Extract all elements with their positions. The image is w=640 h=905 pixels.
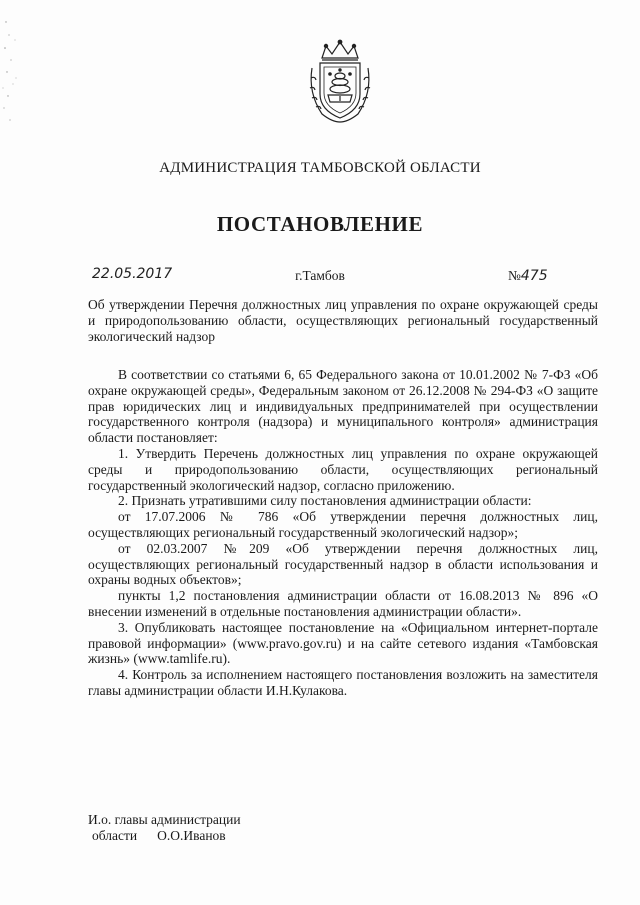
organization-name: АДМИНИСТРАЦИЯ ТАМБОВСКОЙ ОБЛАСТИ	[159, 160, 481, 176]
clause-4: 4. Контроль за исполнением настоящего постановления возложить на заместителя главы администрации области И.Н.Кулакова.	[88, 667, 598, 698]
coat-of-arms-emblem	[302, 38, 378, 124]
document-city: г.Тамбов	[295, 268, 345, 283]
signatory-row2	[88, 828, 241, 844]
signatory-position-line1: И.о. главы администрации	[88, 812, 241, 827]
signature-block	[88, 812, 241, 843]
clause-2-subitem-b: от 02.03.2007 №209 «Об утверждении перечня должностных лиц, осуществляющих региональный государственный надзор в области использования и охраны водных объектов»;	[88, 540, 598, 588]
clause-2-subitem-c: пункты 1,2 постановления администрации области от 16.08.2013 № 896 «О внесении изменений в отдельные постановления администрации области».	[88, 588, 598, 619]
document-number	[508, 268, 548, 284]
clause-2: 2. Признать утратившими силу постановления администрации области:	[118, 493, 532, 509]
document-body	[88, 367, 598, 699]
signatory-position-line2: области	[92, 827, 138, 843]
signatory-name: О.О.Иванов	[157, 827, 226, 843]
clause-1: 1. Утвердить Перечень должностных лиц управления по охране окружающей среды и природопользованию области, осуществляющих региональный государственный экологический надзор, согласно приложению.	[88, 445, 598, 493]
clause-3: 3. Опубликовать настоящее постановление на «Официальном интернет-портале правовой информации» (www.pravo.gov.ru) и на сайте сетевого издания «Тамбовская жизнь» (www.tamlife.ru).	[88, 619, 598, 667]
document-date: 22.05.2017	[92, 266, 173, 282]
number-value: 475	[520, 268, 548, 284]
preamble-paragraph: В соответствии со статьями 6, 65 Федерального закона от 10.01.2002 № 7-ФЗ «Об охране окружающей среды», Федеральным законом от 26.12.2008 № 294-ФЗ «О защите прав юридических лиц и индивидуальных предпринимателей при осуществлении государственного контроля (надзора) и муниципального контроля» администрация области постановляет:	[88, 367, 598, 446]
document-type-title: ПОСТАНОВЛЕНИЕ	[216, 212, 424, 236]
document-subject: Об утверждении Перечня должностных лиц управления по охране окружающей среды и природопользованию области, осуществляющих региональный государственный экологический надзор	[88, 297, 598, 344]
clause-2-subitem-a: от 17.07.2006 № 786 «Об утверждении перечня должностных лиц, осуществляющих региональный государственный экологический надзор»;	[88, 509, 598, 540]
number-prefix: №	[508, 268, 521, 283]
scan-edge-noise	[0, 0, 30, 150]
